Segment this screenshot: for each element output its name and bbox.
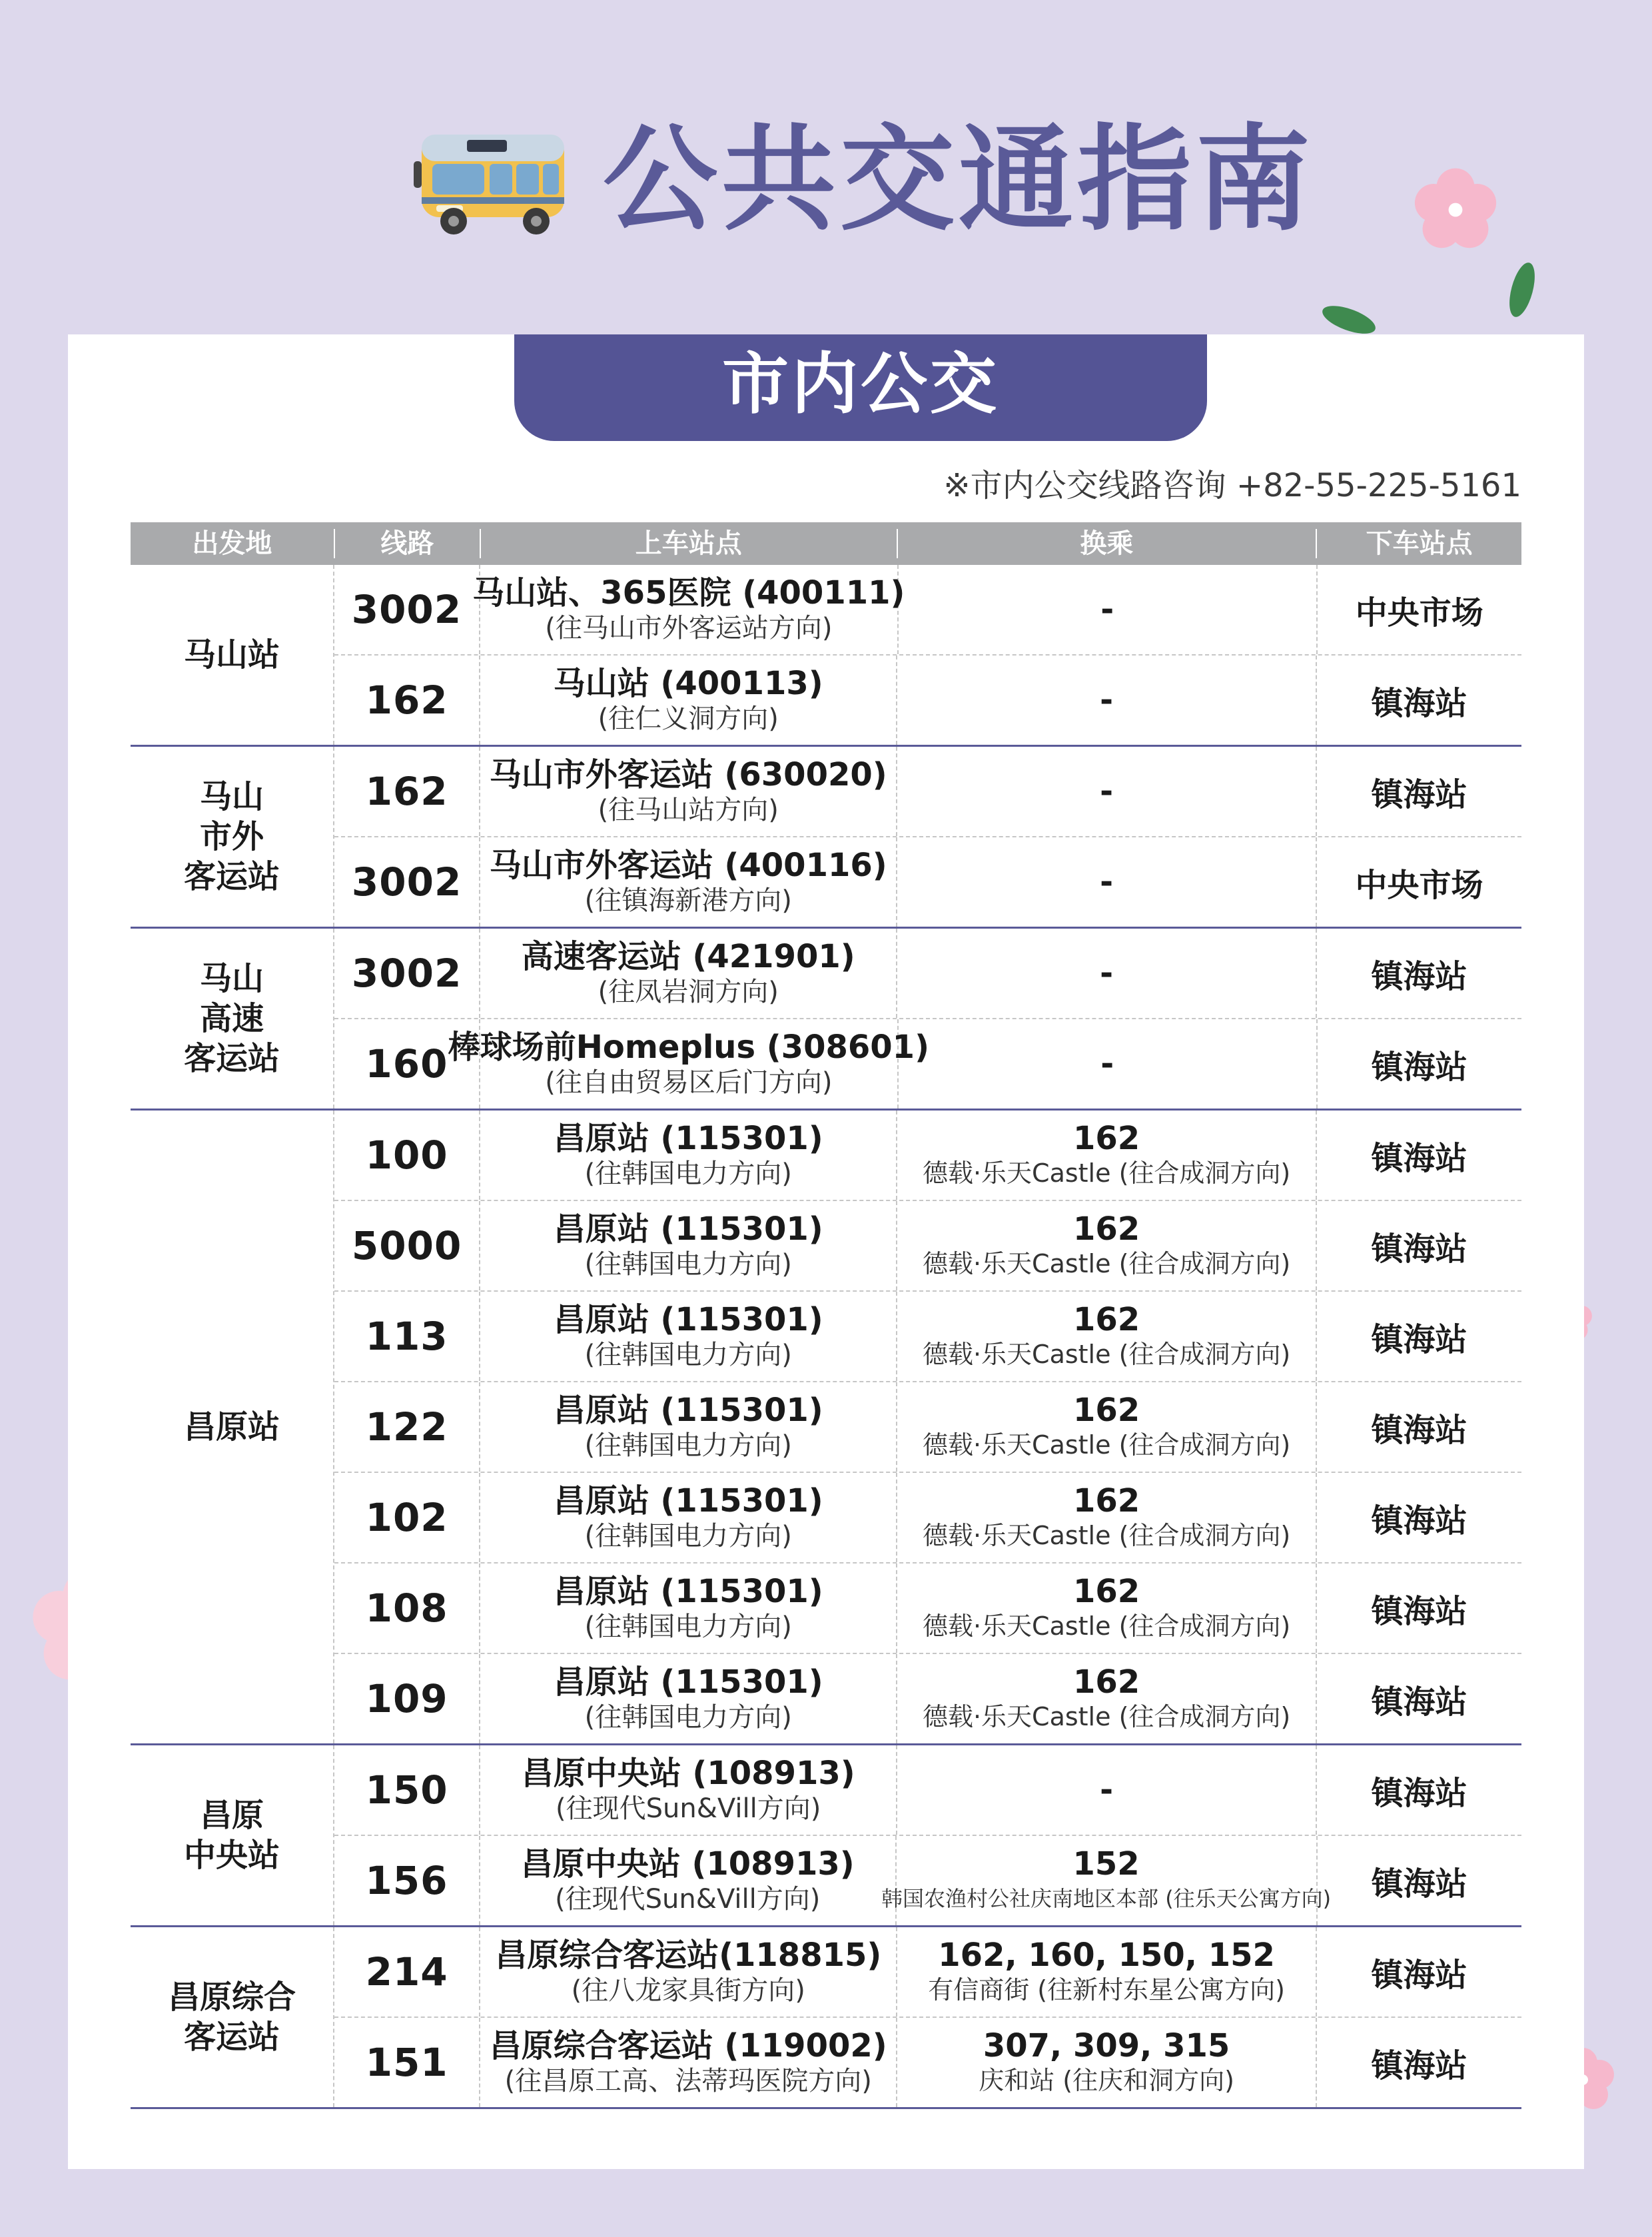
station-group bbox=[131, 565, 1521, 747]
transfer-cell bbox=[897, 747, 1317, 836]
boarding-stop-cell bbox=[480, 929, 897, 1018]
table-header bbox=[131, 522, 1521, 565]
table-row bbox=[334, 1654, 1521, 1743]
transfer-route: 162 bbox=[1072, 1663, 1140, 1701]
alighting-stop-cell bbox=[1317, 837, 1521, 927]
boarding-direction: (往凤岩洞方向) bbox=[598, 977, 779, 1007]
alighting-stop-cell bbox=[1317, 1382, 1521, 1472]
table-row bbox=[334, 1019, 1521, 1109]
route-number: 3002 bbox=[351, 587, 462, 632]
alighting-stop: 镇海站 bbox=[1371, 1502, 1467, 1540]
transfer-route: 307, 309, 315 bbox=[983, 2027, 1230, 2064]
alighting-stop: 镇海站 bbox=[1371, 684, 1467, 722]
table-row bbox=[334, 1836, 1521, 1925]
transfer-route: - bbox=[1100, 1045, 1114, 1083]
boarding-stop-cell bbox=[480, 747, 897, 836]
alighting-stop: 镇海站 bbox=[1371, 1230, 1467, 1268]
alighting-stop: 镇海站 bbox=[1371, 1320, 1467, 1358]
alighting-stop-cell bbox=[1317, 1111, 1521, 1200]
alighting-stop: 镇海站 bbox=[1371, 1683, 1467, 1721]
route-cell bbox=[334, 1111, 480, 1200]
transfer-stop: 德载·乐天Castle (往合成洞方向) bbox=[922, 1430, 1291, 1460]
route-cell bbox=[334, 1382, 480, 1472]
boarding-direction: (往韩国电力方向) bbox=[584, 1702, 792, 1733]
route-cell bbox=[334, 1654, 480, 1743]
boarding-direction: (往韩国电力方向) bbox=[584, 1521, 792, 1552]
station-group bbox=[131, 747, 1521, 929]
header-alighting-stop: 下车站点 bbox=[1366, 528, 1473, 559]
route-cell bbox=[334, 565, 480, 654]
boarding-direction: (往镇海新港方向) bbox=[584, 885, 792, 916]
transfer-cell bbox=[897, 1473, 1317, 1562]
departure-station: 马山 高速 客运站 bbox=[131, 929, 334, 1109]
transfer-cell bbox=[897, 1654, 1317, 1743]
header-boarding-stop: 上车站点 bbox=[481, 529, 898, 558]
route-number: 150 bbox=[365, 1767, 448, 1813]
alighting-stop-cell bbox=[1317, 929, 1521, 1018]
alighting-stop: 中央市场 bbox=[1355, 866, 1483, 904]
alighting-stop: 镇海站 bbox=[1371, 1139, 1467, 1177]
alighting-stop-cell bbox=[1317, 1927, 1521, 2016]
alighting-stop-cell bbox=[1317, 1564, 1521, 1653]
route-cell bbox=[334, 837, 480, 927]
route-number: 100 bbox=[365, 1132, 448, 1178]
bus-icon bbox=[410, 131, 576, 237]
boarding-direction: (往现代Sun&Vill方向) bbox=[556, 1793, 821, 1824]
boarding-stop: 昌原站 (115301) bbox=[553, 1120, 823, 1157]
table-row bbox=[334, 747, 1521, 837]
boarding-direction: (往韩国电力方向) bbox=[584, 1430, 792, 1461]
alighting-stop: 镇海站 bbox=[1371, 775, 1467, 813]
transfer-route: - bbox=[1100, 955, 1114, 992]
alighting-stop-cell bbox=[1317, 747, 1521, 836]
boarding-stop: 昌原站 (115301) bbox=[553, 1663, 823, 1701]
transfer-route: 162 bbox=[1072, 1573, 1140, 1610]
header-departure: 出发地 bbox=[131, 529, 335, 558]
boarding-stop: 昌原站 (115301) bbox=[553, 1301, 823, 1338]
table-row bbox=[334, 1111, 1521, 1201]
boarding-stop: 马山市外客运站 (400116) bbox=[489, 847, 887, 884]
route-cell bbox=[334, 656, 480, 745]
alighting-stop: 镇海站 bbox=[1371, 1956, 1467, 1994]
boarding-stop: 马山市外客运站 (630020) bbox=[489, 756, 887, 793]
transfer-cell bbox=[897, 1382, 1317, 1472]
departure-station: 昌原综合 客运站 bbox=[131, 1927, 334, 2107]
route-number: 151 bbox=[365, 2040, 448, 2085]
boarding-direction: (往韩国电力方向) bbox=[584, 1611, 792, 1642]
alighting-stop: 镇海站 bbox=[1371, 2046, 1467, 2084]
station-group bbox=[131, 1111, 1521, 1745]
transfer-route: - bbox=[1100, 863, 1114, 901]
transfer-cell bbox=[897, 656, 1317, 745]
alighting-stop-cell bbox=[1317, 1654, 1521, 1743]
transfer-cell bbox=[897, 1111, 1317, 1200]
section-tab: 市内公交 bbox=[514, 334, 1207, 441]
contact-note: ※市内公交线路咨询 +82-55-225-5161 bbox=[943, 467, 1521, 504]
header-transfer: 换乘 bbox=[898, 529, 1318, 558]
alighting-stop-cell bbox=[1317, 1201, 1521, 1290]
transfer-cell bbox=[899, 1019, 1318, 1109]
header-route: 线路 bbox=[335, 529, 481, 558]
boarding-direction: (往韩国电力方向) bbox=[584, 1158, 792, 1189]
transfer-stop: 德载·乐天Castle (往合成洞方向) bbox=[922, 1340, 1291, 1369]
boarding-stop-cell bbox=[480, 1836, 897, 1925]
table-row bbox=[334, 1201, 1521, 1292]
route-cell bbox=[334, 1836, 480, 1925]
transfer-route: 162 bbox=[1072, 1120, 1140, 1157]
boarding-direction: (往韩国电力方向) bbox=[584, 1340, 792, 1370]
transfer-cell bbox=[897, 929, 1317, 1018]
transfer-route: 162 bbox=[1072, 1210, 1140, 1248]
transfer-cell bbox=[899, 565, 1318, 654]
alighting-stop: 镇海站 bbox=[1371, 1774, 1467, 1812]
boarding-stop: 昌原站 (115301) bbox=[553, 1482, 823, 1520]
transfer-cell bbox=[897, 1927, 1317, 2016]
route-cell bbox=[334, 1564, 480, 1653]
table-row bbox=[334, 929, 1521, 1019]
boarding-stop: 马山站、365医院 (400111) bbox=[472, 574, 905, 612]
transfer-route: 152 bbox=[1072, 1845, 1140, 1883]
route-number: 5000 bbox=[351, 1223, 462, 1268]
boarding-stop-cell bbox=[480, 1382, 897, 1472]
boarding-stop: 昌原中央站 (108913) bbox=[521, 1755, 855, 1792]
boarding-stop-cell bbox=[472, 565, 905, 654]
transfer-cell bbox=[897, 1201, 1317, 1290]
departure-station: 马山站 bbox=[131, 565, 334, 745]
table-row bbox=[334, 1927, 1521, 2018]
boarding-stop-cell bbox=[480, 1654, 897, 1743]
boarding-stop-cell bbox=[480, 837, 897, 927]
boarding-stop: 昌原站 (115301) bbox=[553, 1210, 823, 1248]
boarding-direction: (往昌原工高、法蒂玛医院方向) bbox=[504, 2066, 872, 2096]
content-card bbox=[68, 334, 1584, 2169]
transfer-route: 162, 160, 150, 152 bbox=[938, 1937, 1275, 1974]
route-number: 113 bbox=[365, 1314, 448, 1359]
boarding-stop-cell bbox=[480, 1292, 897, 1381]
boarding-direction: (往韩国电力方向) bbox=[584, 1249, 792, 1280]
transfer-stop: 德载·乐天Castle (往合成洞方向) bbox=[922, 1158, 1291, 1188]
page-title: 公共交通指南 bbox=[603, 113, 1314, 246]
boarding-direction: (往八龙家具街方向) bbox=[571, 1975, 805, 2006]
alighting-stop: 镇海站 bbox=[1371, 1048, 1467, 1086]
route-number: 102 bbox=[365, 1495, 448, 1540]
alighting-stop: 镇海站 bbox=[1371, 957, 1467, 995]
transfer-cell bbox=[897, 1745, 1317, 1835]
route-number: 162 bbox=[365, 769, 448, 814]
table-row bbox=[334, 1292, 1521, 1382]
boarding-stop-cell bbox=[480, 1473, 897, 1562]
alighting-stop-cell bbox=[1317, 1292, 1521, 1381]
cherry-blossom-icon bbox=[1412, 167, 1499, 253]
transfer-cell bbox=[897, 837, 1317, 927]
table-row bbox=[334, 1564, 1521, 1654]
route-cell bbox=[334, 1927, 480, 2016]
boarding-stop: 昌原站 (115301) bbox=[553, 1392, 823, 1429]
boarding-stop-cell bbox=[480, 1927, 897, 2016]
alighting-stop: 镇海站 bbox=[1371, 1865, 1467, 1903]
transfer-route: - bbox=[1100, 681, 1114, 719]
boarding-stop-cell bbox=[480, 1745, 897, 1835]
boarding-stop-cell bbox=[480, 656, 897, 745]
alighting-stop-cell bbox=[1317, 656, 1521, 745]
route-cell bbox=[334, 929, 480, 1018]
departure-station: 马山 市外 客运站 bbox=[131, 747, 334, 927]
boarding-direction: (往马山站方向) bbox=[598, 795, 779, 825]
alighting-stop-cell bbox=[1318, 565, 1521, 654]
transfer-stop: 德载·乐天Castle (往合成洞方向) bbox=[922, 1521, 1291, 1550]
route-number: 162 bbox=[365, 677, 448, 723]
route-number: 156 bbox=[365, 1858, 448, 1903]
boarding-stop: 昌原综合客运站(118815) bbox=[495, 1937, 882, 1974]
route-number: 160 bbox=[365, 1041, 448, 1087]
alighting-stop-cell bbox=[1317, 1473, 1521, 1562]
transfer-cell bbox=[897, 1292, 1317, 1381]
route-cell bbox=[334, 2018, 480, 2107]
table-row bbox=[334, 1382, 1521, 1473]
transfer-cell bbox=[897, 2018, 1317, 2107]
boarding-stop-cell bbox=[480, 1111, 897, 1200]
departure-station: 昌原 中央站 bbox=[131, 1745, 334, 1925]
alighting-stop: 中央市场 bbox=[1355, 594, 1483, 632]
route-cell bbox=[334, 1201, 480, 1290]
boarding-direction: (往现代Sun&Vill方向) bbox=[555, 1884, 821, 1915]
table-row bbox=[334, 656, 1521, 745]
boarding-stop-cell bbox=[480, 1564, 897, 1653]
station-group bbox=[131, 1745, 1521, 1927]
boarding-stop: 高速客运站 (421901) bbox=[521, 938, 855, 975]
table-row bbox=[334, 565, 1521, 656]
station-group bbox=[131, 929, 1521, 1111]
alighting-stop: 镇海站 bbox=[1371, 1592, 1467, 1630]
boarding-stop: 昌原综合客运站 (119002) bbox=[489, 2027, 887, 2064]
transfer-stop: 韩国农渔村公社庆南地区本部 (往乐天公寓方向) bbox=[881, 1886, 1332, 1911]
boarding-direction: (往马山市外客运站方向) bbox=[545, 613, 833, 644]
boarding-stop-cell bbox=[448, 1019, 930, 1109]
transfer-route: 162 bbox=[1072, 1482, 1140, 1520]
route-cell bbox=[334, 1473, 480, 1562]
transfer-stop: 德载·乐天Castle (往合成洞方向) bbox=[922, 1249, 1291, 1278]
transfer-cell bbox=[881, 1836, 1332, 1925]
route-number: 122 bbox=[365, 1404, 448, 1450]
leaf-icon bbox=[1319, 300, 1379, 340]
route-cell bbox=[334, 747, 480, 836]
departure-station: 昌原站 bbox=[131, 1111, 334, 1743]
boarding-stop-cell bbox=[480, 2018, 897, 2107]
boarding-stop-cell bbox=[480, 1201, 897, 1290]
transfer-stop: 德载·乐天Castle (往合成洞方向) bbox=[922, 1702, 1291, 1731]
transfer-cell bbox=[897, 1564, 1317, 1653]
route-cell bbox=[334, 1745, 480, 1835]
alighting-stop-cell bbox=[1317, 1745, 1521, 1835]
route-number: 214 bbox=[365, 1949, 448, 1995]
title-area bbox=[0, 113, 1652, 246]
route-number: 108 bbox=[365, 1585, 448, 1631]
bus-table bbox=[131, 522, 1521, 2109]
boarding-stop: 棒球场前Homeplus (308601) bbox=[448, 1029, 930, 1066]
transfer-route: 162 bbox=[1072, 1301, 1140, 1338]
alighting-stop-cell bbox=[1318, 1836, 1521, 1925]
route-number: 3002 bbox=[351, 859, 462, 905]
table-row bbox=[334, 1745, 1521, 1836]
route-number: 109 bbox=[365, 1676, 448, 1721]
transfer-stop: 有信商街 (往新村东星公寓方向) bbox=[928, 1975, 1285, 2005]
alighting-stop: 镇海站 bbox=[1371, 1411, 1467, 1449]
transfer-route: 162 bbox=[1072, 1392, 1140, 1429]
transfer-route: - bbox=[1100, 1771, 1114, 1809]
boarding-direction: (往自由贸易区后门方向) bbox=[545, 1067, 833, 1098]
boarding-direction: (往仁义洞方向) bbox=[598, 703, 779, 734]
transfer-stop: 庆和站 (往庆和洞方向) bbox=[979, 2066, 1234, 2095]
transfer-stop: 德载·乐天Castle (往合成洞方向) bbox=[922, 1611, 1291, 1641]
boarding-stop: 马山站 (400113) bbox=[553, 665, 823, 702]
alighting-stop-cell bbox=[1318, 1019, 1521, 1109]
leaf-icon bbox=[1505, 260, 1539, 320]
transfer-route: - bbox=[1100, 773, 1114, 810]
alighting-stop-cell bbox=[1317, 2018, 1521, 2107]
station-group bbox=[131, 1927, 1521, 2109]
boarding-stop: 昌原站 (115301) bbox=[553, 1573, 823, 1610]
table-row bbox=[334, 837, 1521, 927]
transfer-route: - bbox=[1100, 591, 1114, 628]
route-cell bbox=[334, 1292, 480, 1381]
route-number: 3002 bbox=[351, 951, 462, 996]
boarding-stop: 昌原中央站 (108913) bbox=[520, 1845, 855, 1883]
table-row bbox=[334, 2018, 1521, 2107]
table-row bbox=[334, 1473, 1521, 1564]
